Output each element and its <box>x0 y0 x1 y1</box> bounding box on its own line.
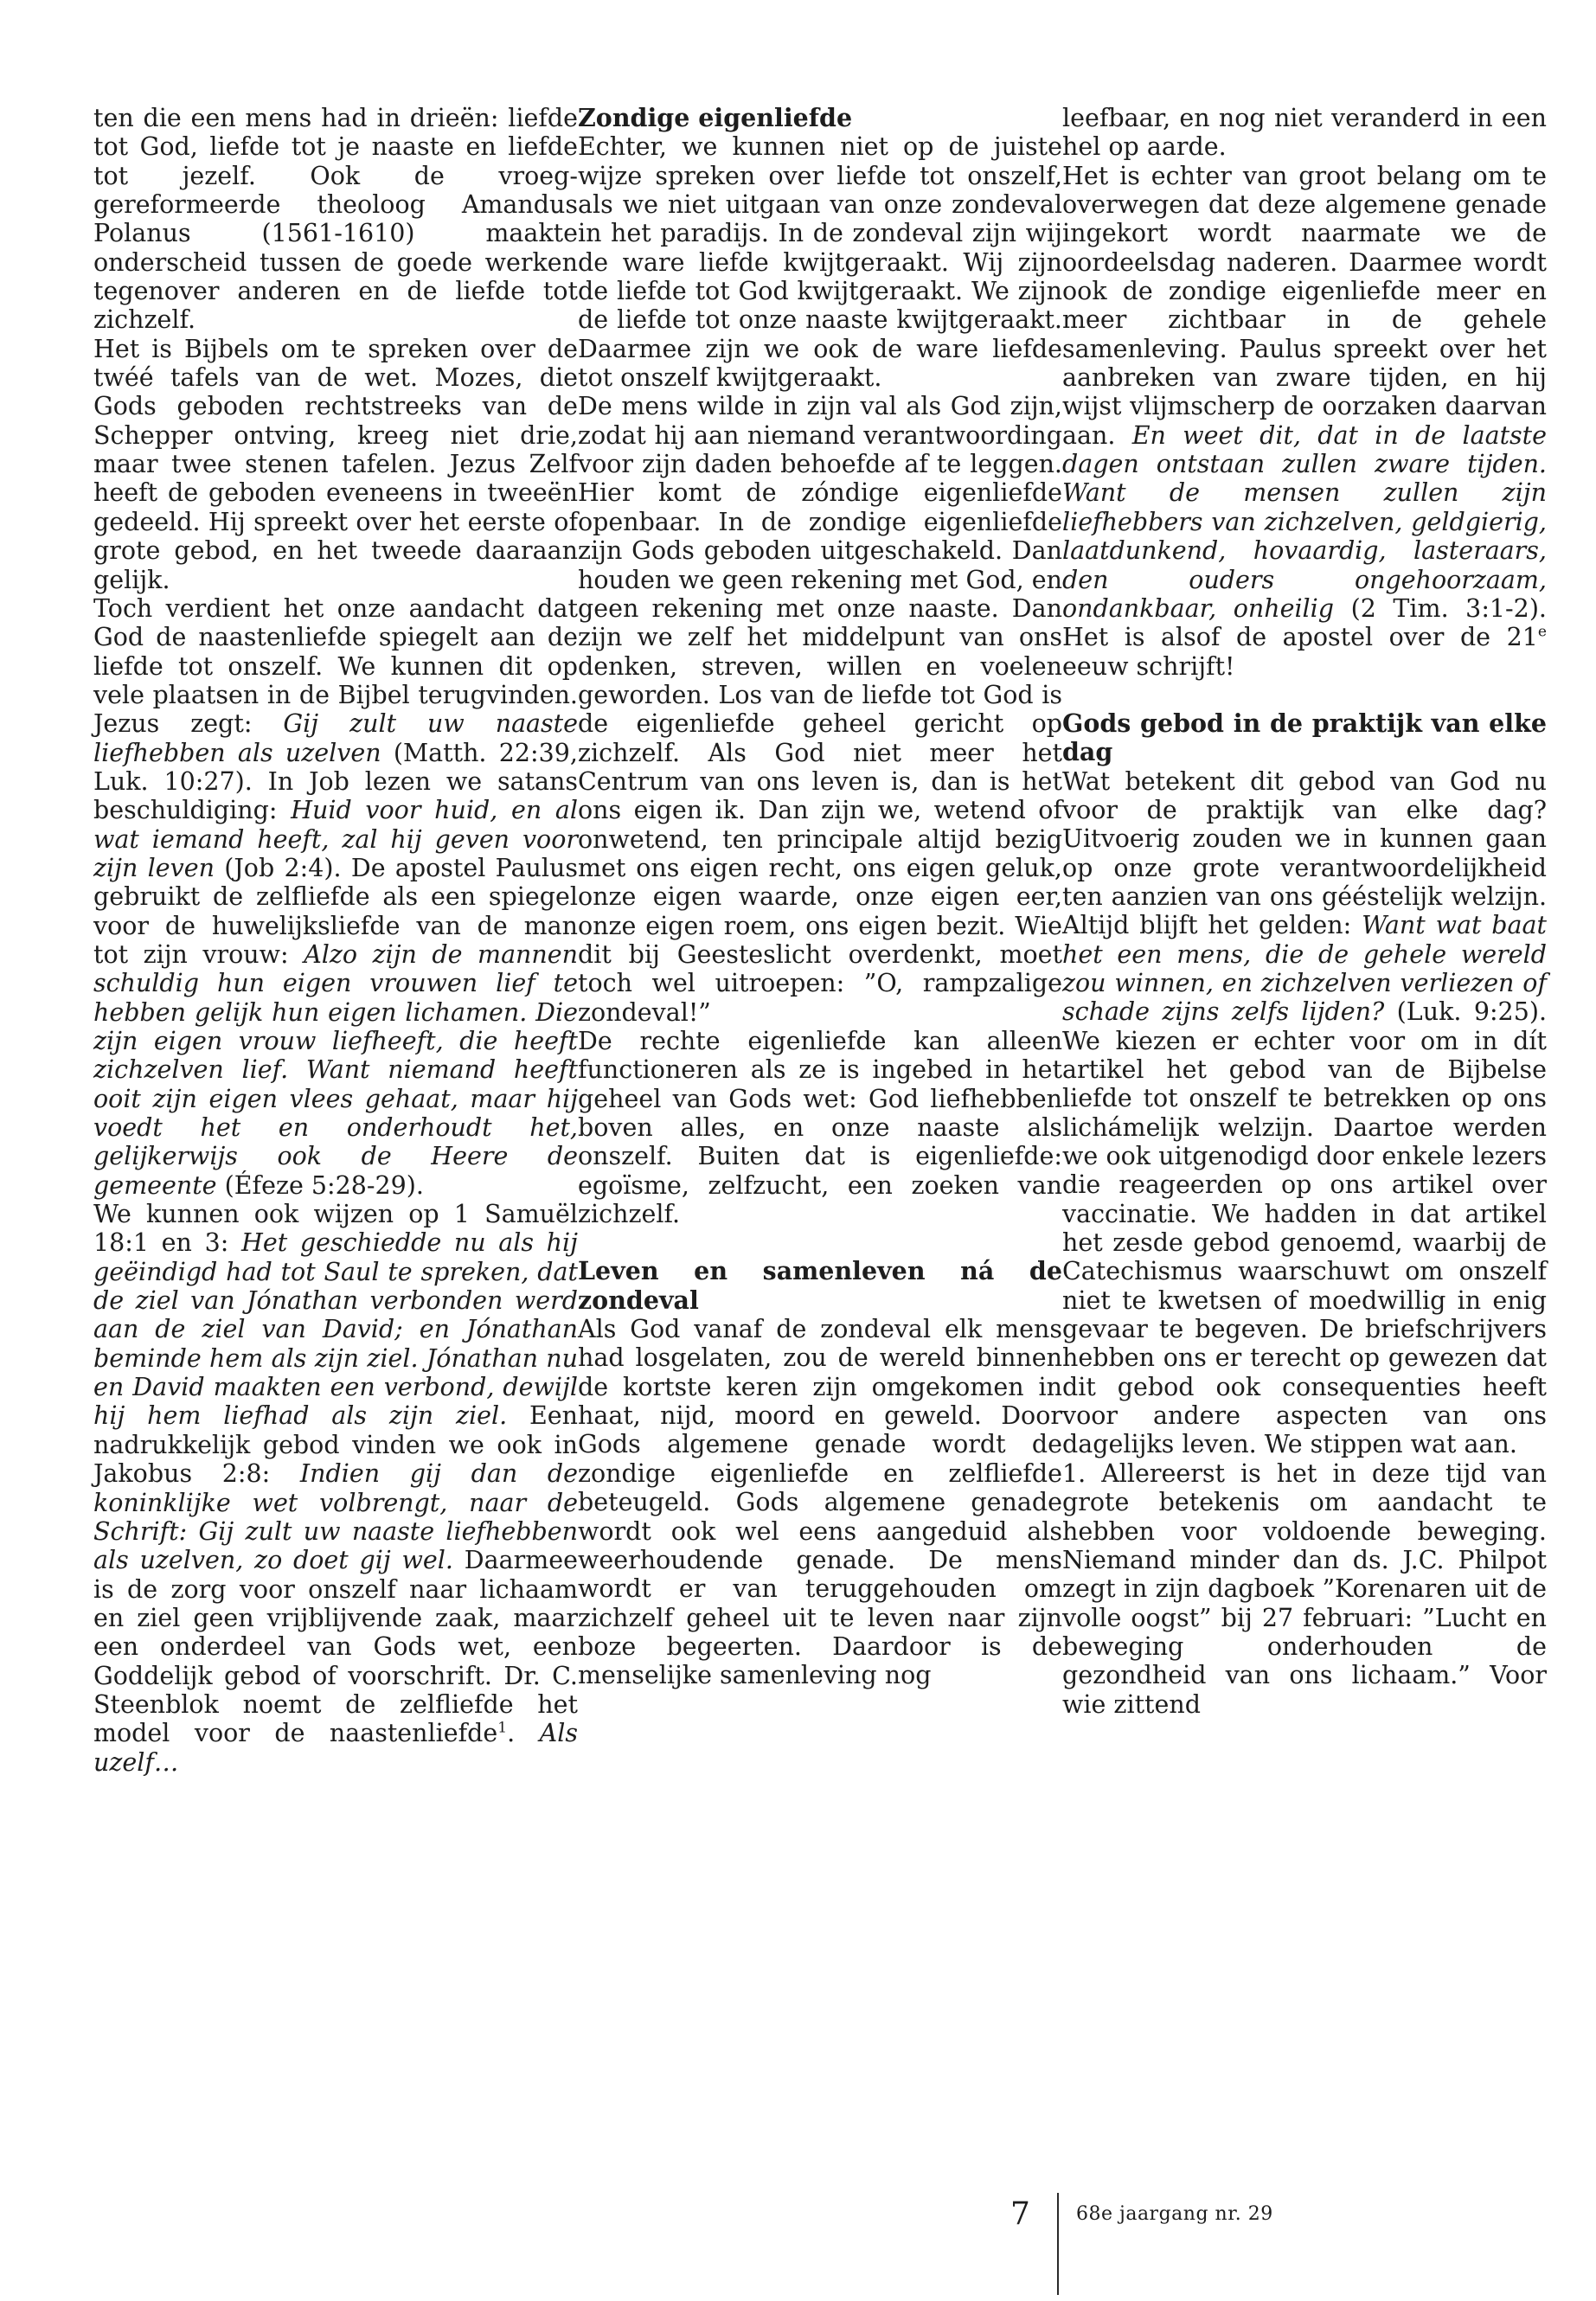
italic-quote: Indien gij dan de koninklijke wet volbrengt, naar de Schrift: Gij zult uw naaste liefhebben als uzelven, zo doet gij wel. <box>93 1459 578 1575</box>
paragraph <box>93 335 578 594</box>
text-run: (Matth. 22:39, Luk. 10:27). In Job lezen we satans beschuldiging: <box>93 738 578 825</box>
text-run: Een nadrukkelijk gebod vinden we ook in Jakobus 2:8: <box>93 1401 578 1489</box>
paragraph <box>578 1027 1062 1228</box>
text-run: Toch verdient het onze aandacht dat God de naastenliefde spiegelt aan de liefde tot onszelf. We kunnen dit op vele plaatsen in de Bijbel terugvinden. Jezus zegt: <box>93 593 578 739</box>
text-run: (Luk. 9:25). We kiezen er echter voor om in dít artikel het gebod van de Bijbelse liefde tot onszelf te betrekken op ons lichámelijk welzijn. Daartoe werden we ook uitgenodigd door enkele lezers die reageerden op ons artikel over vaccinatie. We hadden in dat artikel het zesde gebod genoemd, waarbij de Catechismus waarschuwt om onszelf niet te kwetsen of moedwillig in enig gevaar te begeven. De briefschrijvers hebben ons er terecht op gewezen dat dit gebod ook consequenties heeft voor andere aspecten van ons dagelijks leven. We stippen wat aan. <box>1062 997 1548 1459</box>
paragraph <box>578 392 1062 1027</box>
text-run: Daarmee is de zorg voor onszelf naar lichaam en ziel geen vrijblijvende zaak, maar een onderdeel van Gods wet, een Goddelijk gebod of voorschrift. Dr. C. Steenblok noemt de zelfliefde het model voor de naastenliefde <box>93 1546 578 1748</box>
paragraph <box>1062 104 1547 162</box>
column-2 <box>578 104 1062 1690</box>
text-run: Als God vanaf de zondeval elk mens had losgelaten, zou de wereld binnen de kortste keren zijn omgekomen in haat, nijd, moord en geweld. Door Gods algemene genade wordt de zondige eigenliefde en zelfliefde beteugeld. Gods algemene genade wordt ook wel eens aangeduid als weerhoudende genade. De mens wordt er van teruggehouden om zichzelf geheel uit te leven naar zijn boze begeerten. Daardoor is de menselijke samenleving nog <box>578 1315 1062 1690</box>
text-run: (Éfeze 5:28-29). <box>216 1170 424 1200</box>
section-heading: Leven en samenleven ná de zondeval <box>578 1256 1062 1315</box>
section-gap <box>578 1228 1062 1257</box>
italic-quote: Alzo zijn de mannen schuldig hun eigen vrouwen lief te hebben gelijk hun eigen lichamen. Die zijn eigen vrouw liefheeft, die heeft zichzelven lief. Want niemand heeft ooit zijn eigen vlees gehaat, maar hij voedt het en onderhoudt het, gelijkerwijs ook de Heere de gemeente <box>93 939 578 1200</box>
text-run: Echter, we kunnen niet op de juiste wijze spreken over liefde tot onszelf, als we niet uitgaan van onze zondeval in het paradijs. In de zondeval zijn wij de ware liefde kwijtgeraakt. Wij zijn de liefde tot God kwijtgeraakt. We zijn de liefde tot onze naaste kwijtgeraakt. Daarmee zijn we ook de ware liefde tot onszelf kwijtgeraakt. <box>578 132 1062 393</box>
section-heading: Gods gebod in de praktijk van elke dag <box>1062 708 1547 767</box>
text-run: 1. Allereerst is het in deze tijd van grote betekenis om aandacht te hebben voor voldoende beweging. Niemand minder dan ds. J.C. Philpot zegt in zijn dagboek ”Korenaren uit de volle oogst” bij 27 februari: ”Lucht en beweging onderhouden de gezondheid van ons lichaam.” Voor wie zittend <box>1062 1458 1547 1719</box>
text-run: eeuw schrijft! <box>1062 651 1235 681</box>
text-run: De rechte eigenliefde kan alleen functioneren als ze is ingebed in het geheel van Gods wet: God liefhebben boven alles, en onze naaste als onszelf. Buiten dat is eigenliefde: egoïsme, zelfzucht, een zoeken van zichzelf. <box>578 1027 1062 1229</box>
text-run: (Job 2:4). De apostel Paulus gebruikt de zelfliefde als een spiegel voor de huwelijksliefde van de man tot zijn vrouw: <box>93 853 579 969</box>
text-run: . <box>507 1719 540 1748</box>
paragraph <box>578 132 1062 392</box>
section-gap <box>1062 681 1547 709</box>
text-run: De mens wilde in zijn val als God zijn, zodat hij aan niemand verantwoording voor zijn daden behoefde af te leggen. Hier komt de zóndige eigenliefde openbaar. In de zondige eigenliefde zijn Gods geboden uitgeschakeld. Dan houden we geen rekening met God, en geen rekening met onze naaste. Dan zijn we zelf het middelpunt van ons denken, streven, willen en voelen geworden. Los van de liefde tot God is de eigenliefde geheel gericht op zichzelf. Als God niet meer het Centrum van ons leven is, dan is het ons eigen ik. Dan zijn we, wetend of onwetend, ten principale altijd bezig met ons eigen recht, ons eigen geluk, onze eigen waarde, onze eigen eer, onze eigen roem, ons eigen bezit. Wie dit bij Geestesliсht overdenkt, moet toch wel uitroepen: ”O, rampzalige zondeval!” <box>578 392 1062 1027</box>
column-3 <box>1062 104 1547 1719</box>
page-number: 7 <box>1010 2196 1030 2232</box>
superscript: 1 <box>497 1719 508 1737</box>
text-run: We kunnen ook wijzen op 1 Samuël 18:1 en 3: <box>93 1200 578 1258</box>
issue-label: 68e jaargang nr. 29 <box>1076 2203 1273 2225</box>
italic-quote: Huid voor huid, en al wat iemand heeft, zal hij geven voor zijn leven <box>93 796 578 882</box>
italic-quote: Gij zult uw naaste liefhebben als uzelven <box>93 709 578 767</box>
text-run: leefbaar, en nog niet veranderd in een hel op aarde. <box>1062 104 1547 162</box>
paragraph <box>93 1200 578 1777</box>
superscript: e <box>1537 623 1547 641</box>
text-run: Het is Bijbels om te spreken over de twéé tafels van de wet. Mozes, die Gods geboden rechtstreeks van de Schepper ontving, kreeg niet drie, maar twee stenen tafelen. Jezus Zelf heeft de geboden eveneens in tweeën gedeeld. Hij spreekt over het eerste of grote gebod, en het tweede daaraan gelijk. <box>93 334 578 594</box>
footer-divider <box>1057 2193 1059 2295</box>
paragraph <box>93 104 578 335</box>
text-run: ten die een mens had in drieën: liefde tot God, liefde tot je naaste en liefde tot jezelf. Ook de vroeg-gereformeerde theoloog Amandus Polanus (1561-1610) maakte onderscheid tussen de goede werken tegenover anderen en de liefde tot zichzelf. <box>93 104 578 335</box>
column-1 <box>93 104 578 1777</box>
section-heading: Zondige eigenliefde <box>578 103 853 132</box>
paragraph <box>93 594 578 1200</box>
paragraph <box>1062 767 1547 1459</box>
text-run: (2 Tim. 3:1-2). Het is alsof de apostel over de 21 <box>1062 593 1547 652</box>
italic-quote: En weet dit, dat in de laatste dagen ontstaan zullen zware tijden. Want de mensen zullen zijn liefhebbers van zichzelven, geldgierig, laatdunkend, hovaardig, lasteraars, den ouders ongehoorzaam, ondankbaar, onheilig <box>1062 420 1547 623</box>
paragraph <box>578 1315 1062 1689</box>
text-run: Het is echter van groot belang om te overwegen dat deze algemene genade ingekort wordt naarmate we de oordeelsdag naderen. Daarmee wordt ook de zondige eigenliefde meer en meer zichtbaar in de gehele samenleving. Paulus spreekt over het aanbreken van zware tijden, en hij wijst vlijmscherp de oorzaken daarvan aan. <box>1062 161 1547 450</box>
page-footer <box>0 2193 1596 2301</box>
italic-quote: Want wat baat het een mens, die de gehele wereld zou winnen, en zichzelven verliezen of schade zijns zelfs lijden? <box>1062 911 1547 1027</box>
paragraph <box>1062 162 1547 681</box>
paragraph <box>1062 1459 1547 1719</box>
italic-quote: Het geschiedde nu als hij geëindigd had tot Saul te spreken, dat de ziel van Jónathan verbonden werd aan de ziel van David; en Jónathan beminde hem als zijn ziel. Jónathan nu en David maakten een verbond, dewijl hij hem liefhad als zijn ziel. <box>93 1228 578 1431</box>
text-run: Wat betekent dit gebod van God nu voor de praktijk van elke dag? Uitvoerig zouden we in kunnen gaan op onze grote verantwoordelijkheid ten aanzien van ons gééstelijk welzijn. Altijd blijft het gelden: <box>1062 766 1547 940</box>
italic-quote: Als uzelf… <box>93 1719 578 1777</box>
